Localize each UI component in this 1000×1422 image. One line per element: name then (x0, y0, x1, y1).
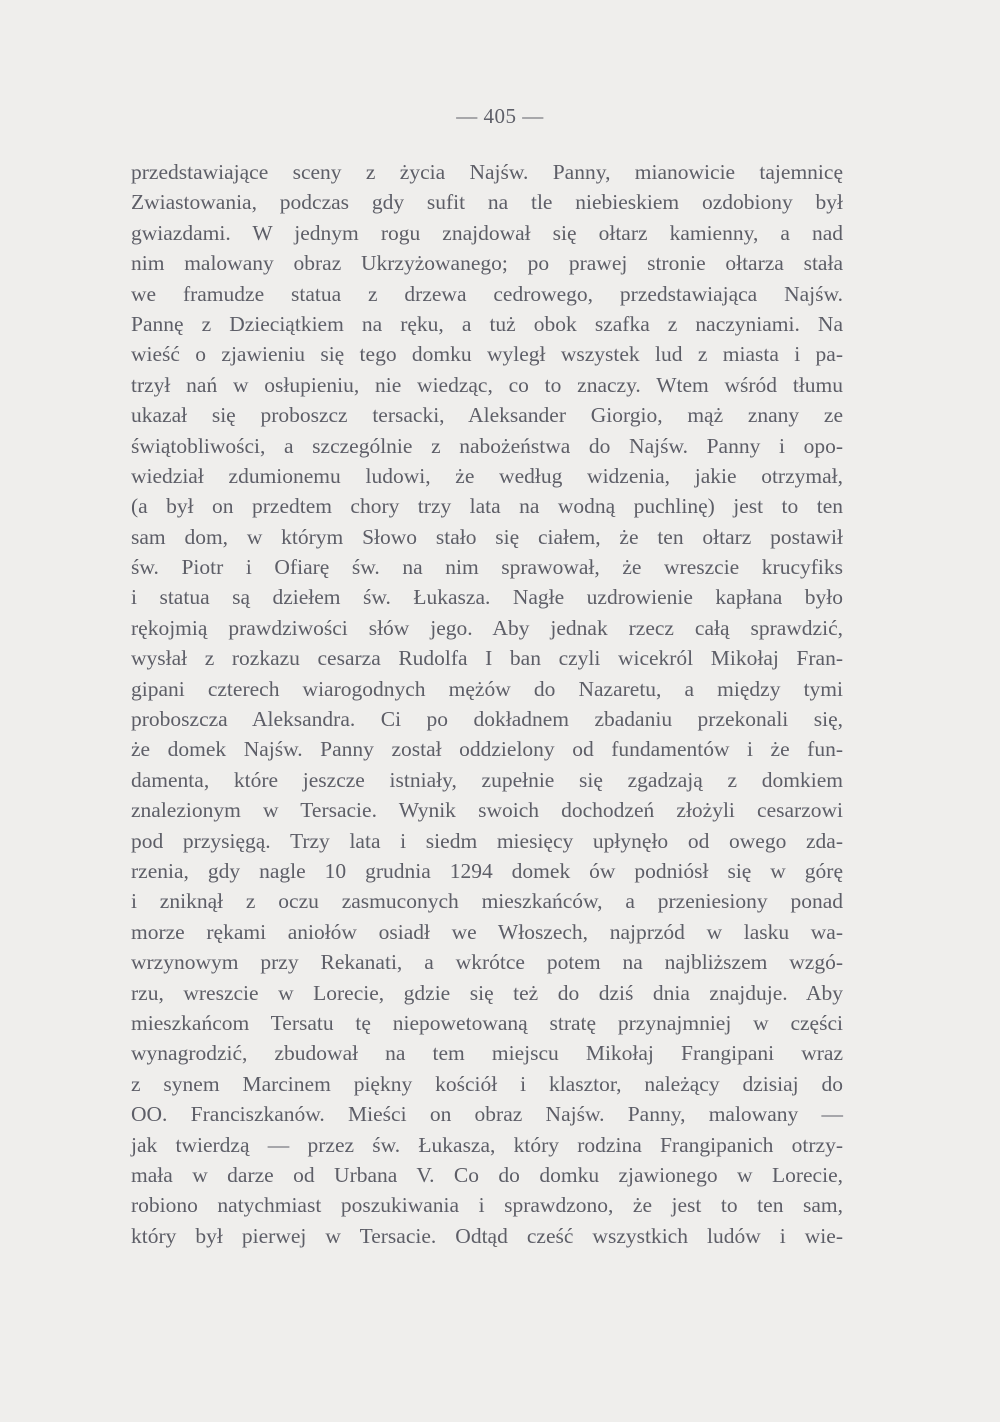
text-line: że domek Najśw. Panny został oddzielony od fundamentów i że fun- (131, 737, 843, 762)
text-line: gwiazdami. W jednym rogu znajdował się ołtarz kamienny, a nad (131, 220, 843, 245)
text-line: przedstawiające sceny z życia Najśw. Panny, mianowicie tajemnicę (131, 160, 843, 184)
text-line: wiedział zdumionemu ludowi, że według widzenia, jakie otrzymał, (131, 463, 843, 488)
text-line: pod przysięgą. Trzy lata i siedm miesięcy upłynęło od owego zda- (131, 828, 843, 853)
text-line: mała w darze od Urbana V. Co do domku zjawionego w Lorecie, (131, 1162, 843, 1187)
text-line: wrzynowym przy Rekanati, a wkrótce potem na najbliższem wzgó- (131, 950, 843, 975)
text-line: i statua są dziełem św. Łukasza. Nagłe uzdrowienie kapłana było (131, 585, 843, 610)
text-line: trzył nań w osłupieniu, nie wiedząc, co to znaczy. Wtem wśród tłumu (131, 372, 843, 397)
body-text (131, 157, 843, 1251)
text-line: świątobliwości, a szczególnie z nabożeństwa do Najśw. Panny i opo- (131, 433, 843, 458)
text-line: proboszcza Aleksandra. Ci po dokładnem zbadaniu przekonali się, (131, 707, 843, 732)
text-line: rzu, wreszcie w Lorecie, gdzie się też do dziś dnia znajduje. Aby (131, 980, 843, 1005)
text-line: wieść o zjawieniu się tego domku wyległ wszystek lud z miasta i pa- (131, 342, 843, 367)
text-line: gipani czterech wiarogodnych mężów do Nazaretu, a między tymi (131, 676, 843, 701)
text-line: wynagrodzić, zbudował na tem miejscu Mikołaj Frangipani wraz (131, 1041, 843, 1066)
text-line: ukazał się proboszcz tersacki, Aleksander Giorgio, mąż znany ze (131, 403, 843, 428)
text-line: we framudze statua z drzewa cedrowego, przedstawiająca Najśw. (131, 281, 843, 306)
text-line: św. Piotr i Ofiarę św. na nim sprawował, że wreszcie krucyfiks (131, 555, 843, 580)
text-line: robiono natychmiast poszukiwania i sprawdzono, że jest to ten sam, (131, 1193, 843, 1218)
text-line: z synem Marcinem piękny kościół i klasztor, należący dzisiaj do (131, 1071, 843, 1096)
text-line: Zwiastowania, podczas gdy sufit na tle niebieskiem ozdobiony był (131, 190, 843, 215)
text-line: wysłał z rozkazu cesarza Rudolfa I ban czyli wicekról Mikołaj Fran- (131, 646, 843, 671)
text-line: nim malowany obraz Ukrzyżowanego; po prawej stronie ołtarza stała (131, 251, 843, 276)
text-line: Pannę z Dzieciątkiem na ręku, a tuż obok szafka z naczyniami. Na (131, 311, 843, 336)
text-line: rękojmią prawdziwości słów jego. Aby jednak rzecz całą sprawdzić, (131, 615, 843, 640)
text-line: mieszkańcom Tersatu tę niepowetowaną stratę przynajmniej w części (131, 1010, 843, 1035)
text-line: morze rękami aniołów osiadł we Włoszech, najprzód w lasku wa- (131, 919, 843, 944)
text-line: damenta, które jeszcze istniały, zupełnie się zgadzają z domkiem (131, 767, 843, 792)
text-line: i zniknął z oczu zasmuconych mieszkańców, a przeniesiony ponad (131, 889, 843, 914)
text-line: który był pierwej w Tersacie. Odtąd cześć wszystkich ludów i wie- (131, 1223, 843, 1248)
text-line: znalezionym w Tersacie. Wynik swoich dochodzeń złożyli cesarzowi (131, 798, 843, 823)
text-line: (a był on przedtem chory trzy lata na wodną puchlinę) jest to ten (131, 494, 843, 519)
text-line: jak twierdzą — przez św. Łukasza, który rodzina Frangipanich otrzy- (131, 1132, 843, 1157)
text-line: OO. Franciszkanów. Mieści on obraz Najśw. Panny, malowany — (131, 1102, 843, 1127)
text-line: sam dom, w którym Słowo stało się ciałem, że ten ołtarz postawił (131, 524, 843, 549)
page-number: — 405 — (456, 104, 544, 128)
text-line: rzenia, gdy nagle 10 grudnia 1294 domek ów podniósł się w górę (131, 858, 843, 883)
